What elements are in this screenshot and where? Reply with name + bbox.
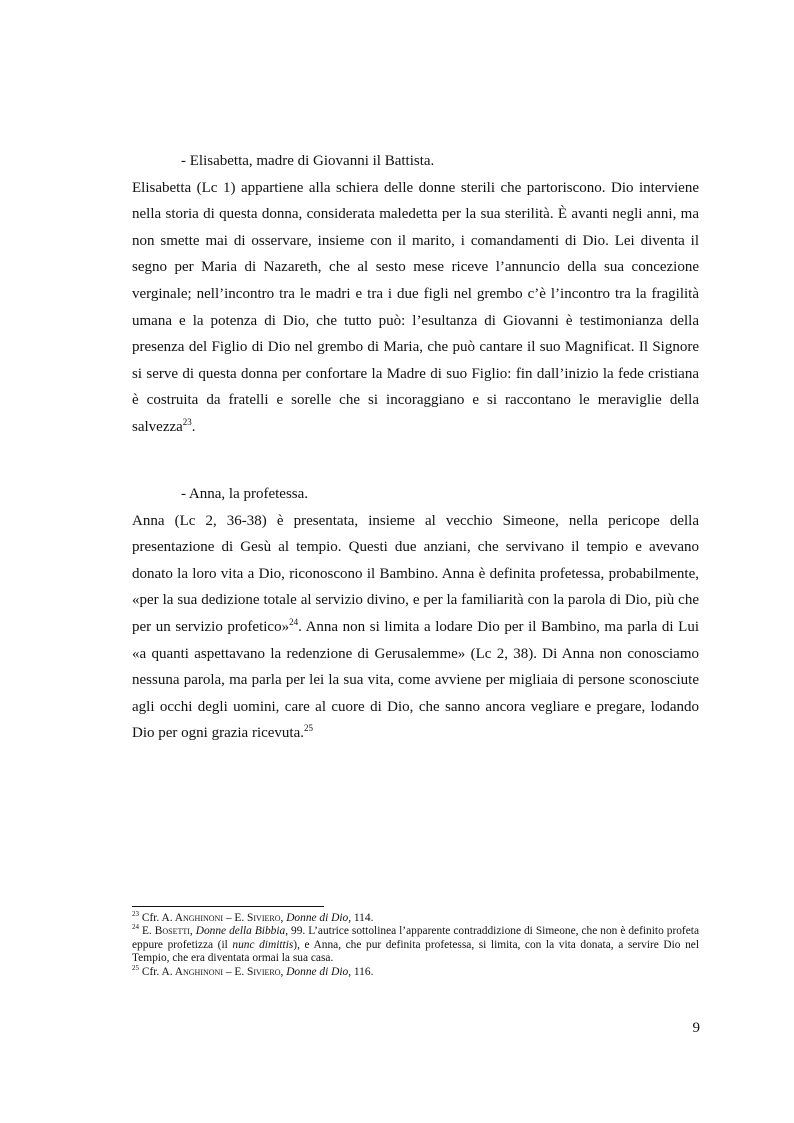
section-elisabetta (132, 148, 699, 441)
paragraph-elisabetta-text: Elisabetta (Lc 1) appartiene alla schiera delle donne sterili che partoriscono. Dio interviene nella storia di questa donna, considerata maledetta per la sua sterilità. È avanti negli anni, ma non smette mai di osservare, insieme con il marito, i comandamenti di Dio. Lei diventa il segno per Maria di Nazareth, che al sesto mese riceve l’annuncio della sua concezione verginale; nell’incontro tra le madri e tra i due figli nel grembo c’è l’incontro tra la fragilità umana e la potenza di Dio, che tutto può: l’esultanza di Giovanni è testimonianza della presenza del Figlio di Dio nel grembo di Maria, che può cantare il suo Magnificat. Il Signore si serve di questa donna per confortare la Madre di suo Figlio: fin dall’inizio la fede cristiana è costruita da fratelli e sorelle che si incoraggiano e si raccontano le meraviglie della salvezza (132, 179, 699, 435)
footnote-author: nghinoni (183, 912, 223, 924)
footnote-author: osetti (162, 925, 190, 938)
paragraph-anna-text-1: Anna (Lc 2, 36-38) è presentata, insieme al vecchio Simeone, nella pericope della presentazione di Gesù al tempio. Questi due anziani, che servivano il tempio e avevano donato la loro vita a Dio, riconoscono il Bambino. Anna è definita profetessa, probabilmente, «per la sua dedizione totale al servizio divino, e per la familiarità con la parola di Dio, più che per un servizio profetico» (132, 512, 699, 635)
footnote-author: nghinoni (183, 965, 223, 978)
paragraph-anna-text-2: . Anna non si limita a lodare Dio per il Bambino, ma parla di Lui «a quanti aspettavano la redenzione di Gerusalemme» (Lc 2, 38). Di Anna non conosciamo nessuna parola, ma parla per lei la sua vita, come avviene per migliaia di persone sconosciute agli occhi degli uomini, care al cuore di Dio, che sanno ancora vegliare e pregare, lodando Dio per ogni grazia ricevuta. (132, 618, 700, 742)
footnote-book-title: Donne di Dio (286, 912, 349, 924)
footnote-number: 24 (132, 923, 139, 932)
footnote-text: , 116. (348, 965, 374, 978)
footnote-author: iviero (253, 912, 281, 924)
footnote-ref-23[interactable]: 23 (182, 416, 192, 427)
paragraph-elisabetta (132, 175, 699, 441)
section-heading-elisabetta: - Elisabetta, madre di Giovanni il Battista. (181, 153, 435, 169)
footnote-text: – E. S (223, 965, 254, 978)
footnote-25 (132, 963, 699, 979)
footnote-ref-25[interactable]: 25 (304, 723, 314, 734)
footnote-text: , (189, 925, 196, 938)
page-number: 9 (692, 1020, 700, 1036)
section-anna (132, 481, 699, 747)
footnote-number: 23 (132, 910, 139, 919)
footnote-text: , 114. (348, 912, 374, 924)
footnote-author: iviero (253, 965, 281, 978)
footnote-text: ), e Anna, che pur definita profetessa, si limita, con la vita donata, a servire Dio nel Tempio, che era diventata ormai la sua casa. (132, 938, 699, 965)
footnote-23 (132, 912, 699, 925)
footnote-book-title: Donne della Bibbia (195, 925, 286, 938)
footnote-text: Cfr. A. A (139, 912, 183, 924)
footnote-text: – E. S (223, 912, 254, 924)
footnote-text: E. B (139, 925, 163, 938)
footnote-book-title: Donne di Dio (286, 965, 349, 978)
footnote-text: , 99. L’autrice sottolinea l’apparente contraddizione di Simeone, che non è definito profeta eppure profetizza (il (132, 925, 700, 951)
footnote-italic: nunc dimittis (232, 938, 294, 951)
footnote-text: , (280, 965, 287, 978)
footnote-24 (132, 925, 699, 965)
footnote-separator (132, 906, 324, 907)
footnote-text: , (280, 912, 287, 924)
footnote-ref-24[interactable]: 24 (289, 616, 299, 627)
paragraph-elisabetta-tail: . (191, 418, 196, 435)
paragraph-anna (132, 508, 699, 747)
footnote-text: Cfr. A. A (139, 965, 183, 978)
footnote-number: 25 (132, 963, 139, 972)
section-heading-anna: - Anna, la profetessa. (181, 486, 309, 502)
footnotes (132, 912, 699, 979)
